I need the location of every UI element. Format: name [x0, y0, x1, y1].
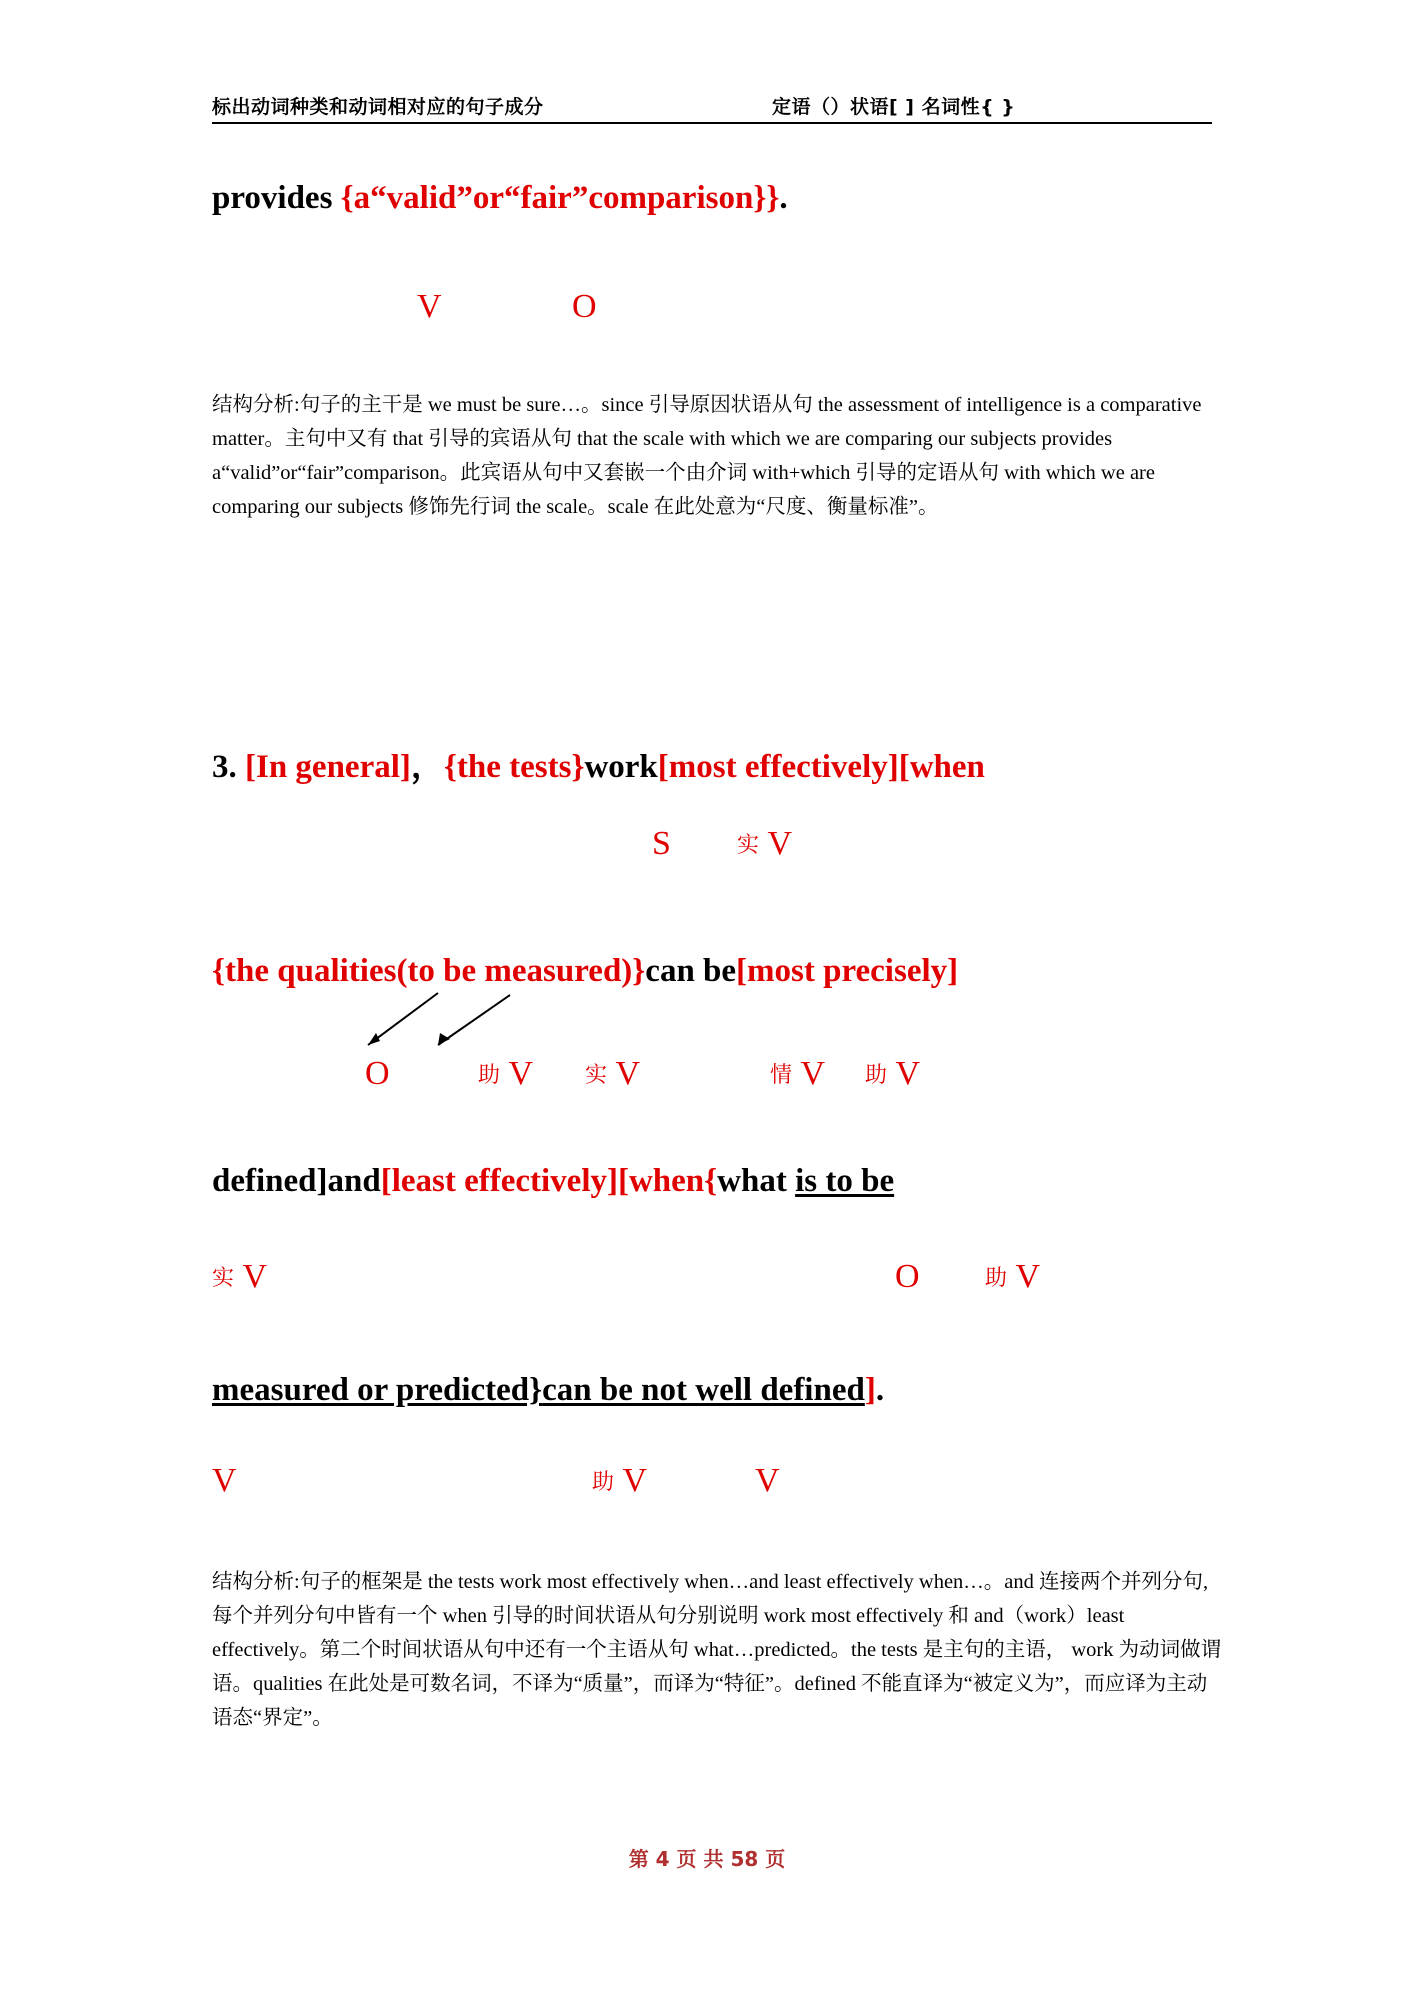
mark-label-v-5: V [895, 1055, 921, 1092]
item-3-line2-mark-qing-v [770, 1055, 825, 1093]
sentence-2-mark-o: O [572, 288, 597, 325]
item-3-line1-part-3: work [584, 749, 658, 785]
item-3-line3-mark-shi-v [212, 1258, 267, 1296]
item-3-line1-mark-v [737, 825, 792, 863]
item-3-line4-mark-v-2 [755, 1462, 780, 1500]
item-3-line1-part-1: ， [410, 749, 444, 785]
mark-cn-zhu-2: 助 [865, 1063, 888, 1088]
item-3-line2-mark-shi-v [585, 1055, 640, 1093]
item-3-line3-part-3: what [717, 1163, 796, 1199]
item-3-line4-part-1: can be not well defined [542, 1372, 865, 1408]
item-3-line2-mark-o [365, 1055, 390, 1093]
item-3-line1-part-4: [most effectively][when [657, 749, 985, 785]
header-divider [212, 122, 1212, 124]
mark-cn-zhu-3: 助 [985, 1266, 1008, 1291]
sentence-2-mark-v: V [417, 288, 442, 325]
item-3-line3-part-2: [least effectively][when{ [380, 1163, 718, 1199]
mark-label-o-2: O [895, 1258, 920, 1295]
item-3-line-3 [212, 1163, 894, 1200]
mark-label-v-4: V [800, 1055, 826, 1092]
mark-label-o: O [365, 1055, 390, 1092]
item-3-line2-part-3: [most precisely] [736, 953, 959, 989]
sentence-2-part-0: provides [212, 180, 341, 216]
item-3-line4-mark-zhu-v [592, 1462, 647, 1500]
footer-text-before: 第 [628, 1847, 649, 1871]
item-3-line3-mark-zhu-v [985, 1258, 1040, 1296]
item-3-line1-part-0: [In general] [245, 749, 411, 785]
item-3-line4-part-2: ] [864, 1372, 876, 1408]
item-3-line2-mark-zhu-v-2 [865, 1055, 920, 1093]
item-3-line-4 [212, 1372, 884, 1409]
item-3-line2-mark-zhu-v [478, 1055, 533, 1093]
item-3-line2-part-0: {the qualities [212, 953, 397, 989]
mark-cn-qing: 情 [770, 1063, 793, 1088]
item-3-line1-part-2: {the tests} [443, 749, 585, 785]
mark-label-v-6: V [242, 1258, 268, 1295]
header-left-text: 标出动词种类和动词相对应的句子成分 [212, 96, 544, 118]
mark-label-v-8: V [212, 1462, 237, 1499]
item-3-number: 3. [212, 749, 237, 785]
item-3-line1-mark-s [652, 825, 671, 863]
mark-cn-zhu-4: 助 [592, 1470, 615, 1495]
mark-cn-shi: 实 [737, 833, 760, 858]
mark-cn-zhu: 助 [478, 1063, 501, 1088]
item-3-line3-mark-o [895, 1258, 920, 1296]
mark-label-v-3: V [615, 1055, 641, 1092]
mark-cn-shi-3: 实 [212, 1266, 235, 1291]
page-footer [0, 1843, 1414, 1872]
pointer-arrows [360, 985, 600, 1065]
footer-text-middle: 页 共 [676, 1847, 724, 1871]
item-3-line-2 [212, 953, 958, 990]
analysis-paragraph-3: 结构分析:句子的框架是 the tests work most effectively when…and least effectively when…。and 连接两个并列分句, 每个并列分句中皆有一个 when 引导的时间状语从句分别说明 work most effectively 和 and（work）least effectively。第二个时间状语从句中还有一个主语从句 what…predicted。the tests 是主句的主语， work 为动词做谓语。qualities 在此处是可数名词，不译为“质量”，而译为“特征”。defined 不能直译为“被定义为”，而应译为主动语态“界定”。 [212, 1571, 1222, 1729]
item-3-line3-part-0: defined] [212, 1163, 328, 1199]
sentence-2-part-2: . [779, 180, 788, 216]
header-right-text: 定语（）状语[ ] 名词性{ } [772, 96, 1016, 118]
mark-label-v-2: V [508, 1055, 534, 1092]
item-3-line4-part-0: measured or predicted} [212, 1372, 543, 1408]
analysis-paragraph-2: 结构分析:句子的主干是 we must be sure…。since 引导原因状语从句 the assessment of intelligence is a comparative matter。主句中又有 that 引导的宾语从句 that the scale with which we are comparing our subjects provides a“valid”or“fair”comparison。此宾语从句中又套嵌一个由介词 with+which 引导的定语从句 with which we are comparing our subjects 修饰先行词 the scale。scale 在此处意为“尺度、衡量标准”。 [212, 394, 1202, 518]
mark-label-v: V [767, 825, 793, 862]
sentence-2-tail [212, 180, 788, 217]
footer-text-after: 页 [765, 1847, 786, 1871]
item-3-line2-part-1: (to be measured)} [396, 953, 646, 989]
mark-label-v-7: V [1015, 1258, 1041, 1295]
mark-cn-shi-2: 实 [585, 1063, 608, 1088]
item-3-line4-mark-v [212, 1462, 237, 1500]
item-3-line3-part-4: is to be [795, 1163, 895, 1199]
mark-label-s: S [652, 825, 671, 862]
page-header [212, 92, 1212, 119]
footer-total-pages: 58 [730, 1847, 759, 1871]
sentence-2-part-1: {a“valid”or“fair”comparison}} [340, 180, 780, 216]
mark-label-v-9: V [622, 1462, 648, 1499]
item-3-line4-part-3: . [875, 1372, 885, 1408]
item-3-line-1 [212, 740, 985, 787]
item-3-line3-part-1: and [327, 1163, 381, 1199]
footer-current-page: 4 [655, 1847, 670, 1871]
item-3-line2-part-2: can be [645, 953, 737, 989]
mark-label-v-10: V [755, 1462, 780, 1499]
